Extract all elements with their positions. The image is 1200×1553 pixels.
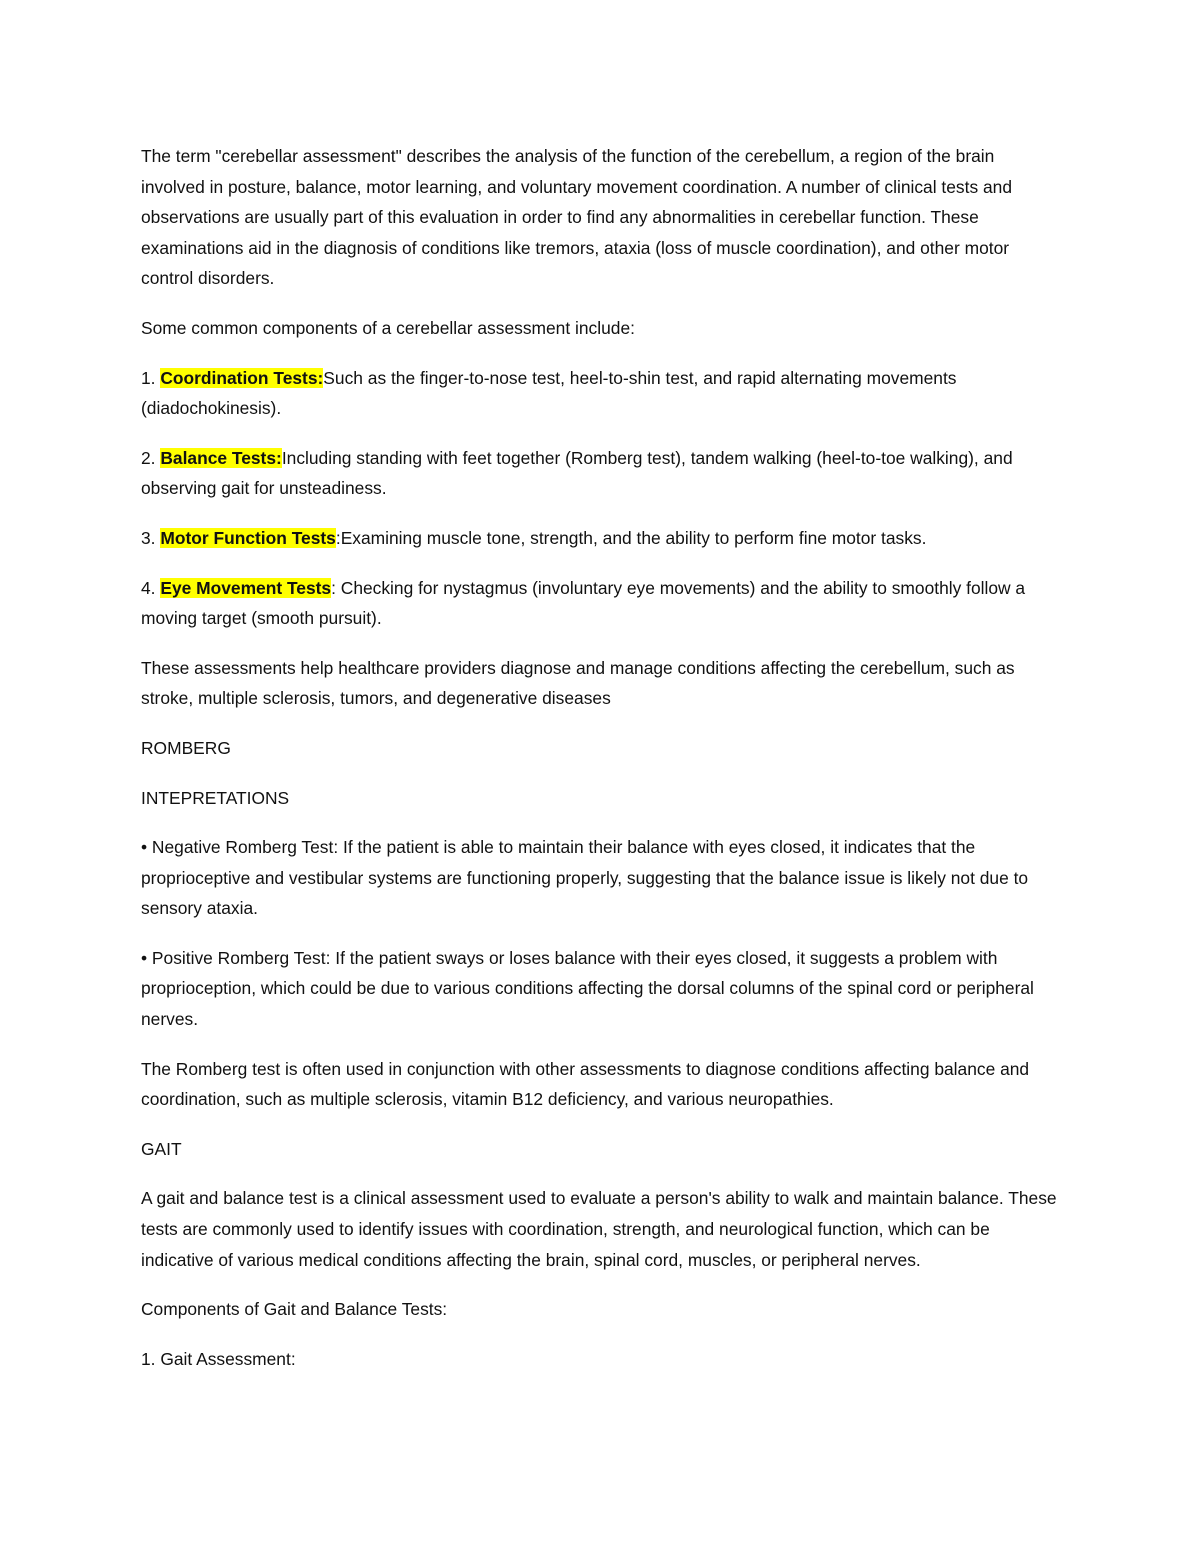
intro-paragraph: The term "cerebellar assessment" describes the analysis of the function of the cerebellum, a region of the brain involved in posture, balance, motor learning, and voluntary movement coordination. A number of clinical tests and observations are usually part of this evaluation in order to find any abnormalities in cerebellar function. These examinations aid in the diagnosis of conditions like tremors, ataxia (loss of muscle coordination), and other motor control disorders. (141, 146, 1012, 289)
negative-romberg-bullet: • Negative Romberg Test: If the patient is able to maintain their balance with eyes closed, it indicates that the proprioceptive and vestibular systems are functioning properly, suggesting that the balance issue is likely not due to sensory ataxia. (141, 837, 1029, 919)
document-body (141, 141, 1059, 1393)
component-item-coordination (141, 363, 1059, 424)
component-item-balance (141, 443, 1059, 504)
component-number: 1. (141, 367, 161, 388)
gait-heading: GAIT (141, 1138, 182, 1159)
positive-romberg-bullet: • Positive Romberg Test: If the patient sways or loses balance with their eyes closed, it suggests a problem with proprioception, which could be due to various conditions affecting the dorsal columns of the spinal cord or peripheral nerves. (141, 947, 1034, 1030)
component-label-highlight: Coordination Tests: (160, 367, 324, 388)
component-text: : Checking for nystagmus (involuntary eye movements) and the ability to smoothly follow a moving target (smooth pursuit). (141, 577, 1026, 629)
component-label-highlight: Balance Tests: (160, 447, 282, 468)
gait-intro-paragraph: A gait and balance test is a clinical assessment used to evaluate a person's ability to walk and maintain balance. These tests are commonly used to identify issues with coordination, strength, and neurological function, which can be indicative of various medical conditions affecting the brain, spinal cord, muscles, or peripheral nerves. (141, 1188, 1057, 1270)
components-summary: These assessments help healthcare providers diagnose and manage conditions affecting the cerebellum, such as stroke, multiple sclerosis, tumors, and degenerative diseases (141, 657, 1015, 709)
romberg-summary: The Romberg test is often used in conjunction with other assessments to diagnose conditions affecting balance and coordination, such as multiple sclerosis, vitamin B12 deficiency, and various neuropathies. (141, 1058, 1030, 1110)
component-text: :Examining muscle tone, strength, and the ability to perform fine motor tasks. (335, 527, 927, 548)
interpretations-heading: INTEPRETATIONS (141, 787, 290, 808)
component-label-highlight: Motor Function Tests (160, 527, 336, 548)
romberg-heading: ROMBERG (141, 737, 231, 758)
gait-components-heading: Components of Gait and Balance Tests: (141, 1299, 448, 1320)
component-text: Such as the finger-to-nose test, heel-to-shin test, and rapid alternating movements (diadochokinesis). (141, 367, 957, 419)
component-number: 2. (141, 447, 161, 468)
component-number: 4. (141, 577, 161, 598)
component-text: Including standing with feet together (Romberg test), tandem walking (heel-to-toe walking), and observing gait for unsteadiness. (141, 447, 1013, 499)
component-label-highlight: Eye Movement Tests (160, 577, 332, 598)
component-number: 3. (141, 527, 161, 548)
gait-item-1: 1. Gait Assessment: (141, 1348, 296, 1369)
component-item-motor-function (141, 523, 1059, 554)
component-item-eye-movement (141, 573, 1059, 634)
components-intro: Some common components of a cerebellar assessment include: (141, 317, 635, 338)
